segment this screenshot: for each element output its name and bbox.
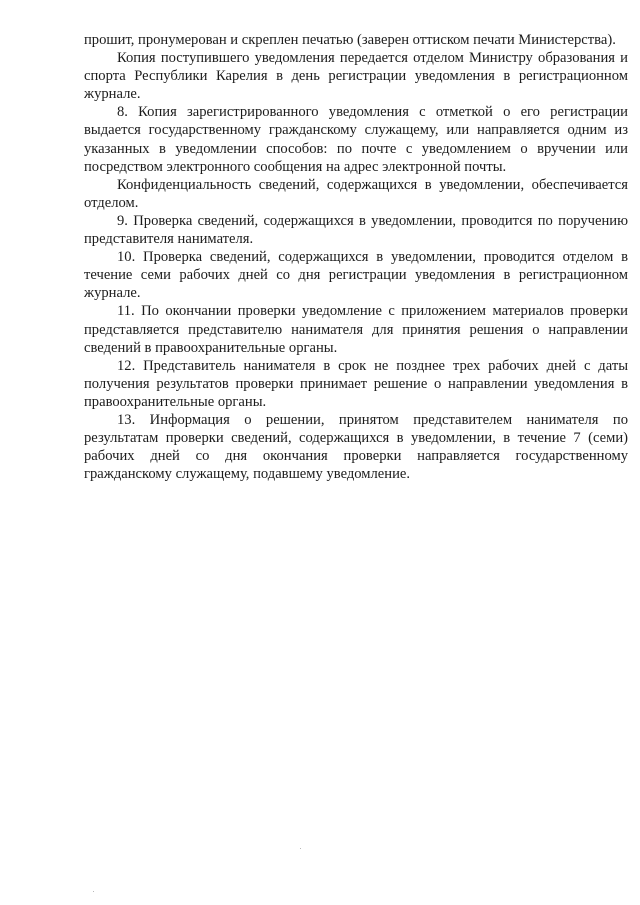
paragraph-10: 10. Проверка сведений, содержащихся в уведомлении, проводится отделом в течение семи рабочих дней со дня регистрации уведомления в регистрационном журнале.: [84, 249, 628, 302]
paragraph-13: 13. Информация о решении, принятом представителем нанимателя по результатам проверки сведений, содержащихся в уведомлении, в течение 7 (семи) рабочих дней со дня окончания проверки направляется государственному гражданскому служащему, подавшему уведомление.: [84, 411, 628, 483]
paragraph-confidentiality: Конфиденциальность сведений, содержащихся в уведомлении, обеспечивается отделом.: [84, 176, 628, 211]
document-body: [84, 31, 628, 483]
paragraph-9: 9. Проверка сведений, содержащихся в уведомлении, проводится по поручению представителя нанимателя.: [84, 212, 628, 248]
paragraph-8: 8. Копия зарегистрированного уведомления с отметкой о его регистрации выдается государственному гражданскому служащему, или направляется одним из указанных в уведомлении способов: по почте с уведомлением о вручении или посредством электронного сообщения на адрес электронной почты.: [84, 104, 628, 175]
paragraph-12: 12. Представитель нанимателя в срок не позднее трех рабочих дней с даты получения результатов проверки принимает решение о направлении уведомления в правоохранительные органы.: [84, 357, 628, 410]
scan-speck: [93, 891, 94, 892]
paragraph-copy-to-minister: Копия поступившего уведомления передается отделом Министру образования и спорта Республики Карелия в день регистрации уведомления в регистрационном журнале.: [84, 50, 628, 103]
paragraph-11: 11. По окончании проверки уведомление с приложением материалов проверки представляется представителю нанимателя для принятия решения о направлении сведений в правоохранительные органы.: [84, 303, 628, 356]
scan-speck: [300, 848, 301, 849]
paragraph-continuation: прошит, пронумерован и скреплен печатью (заверен оттиском печати Министерства).: [84, 32, 616, 48]
